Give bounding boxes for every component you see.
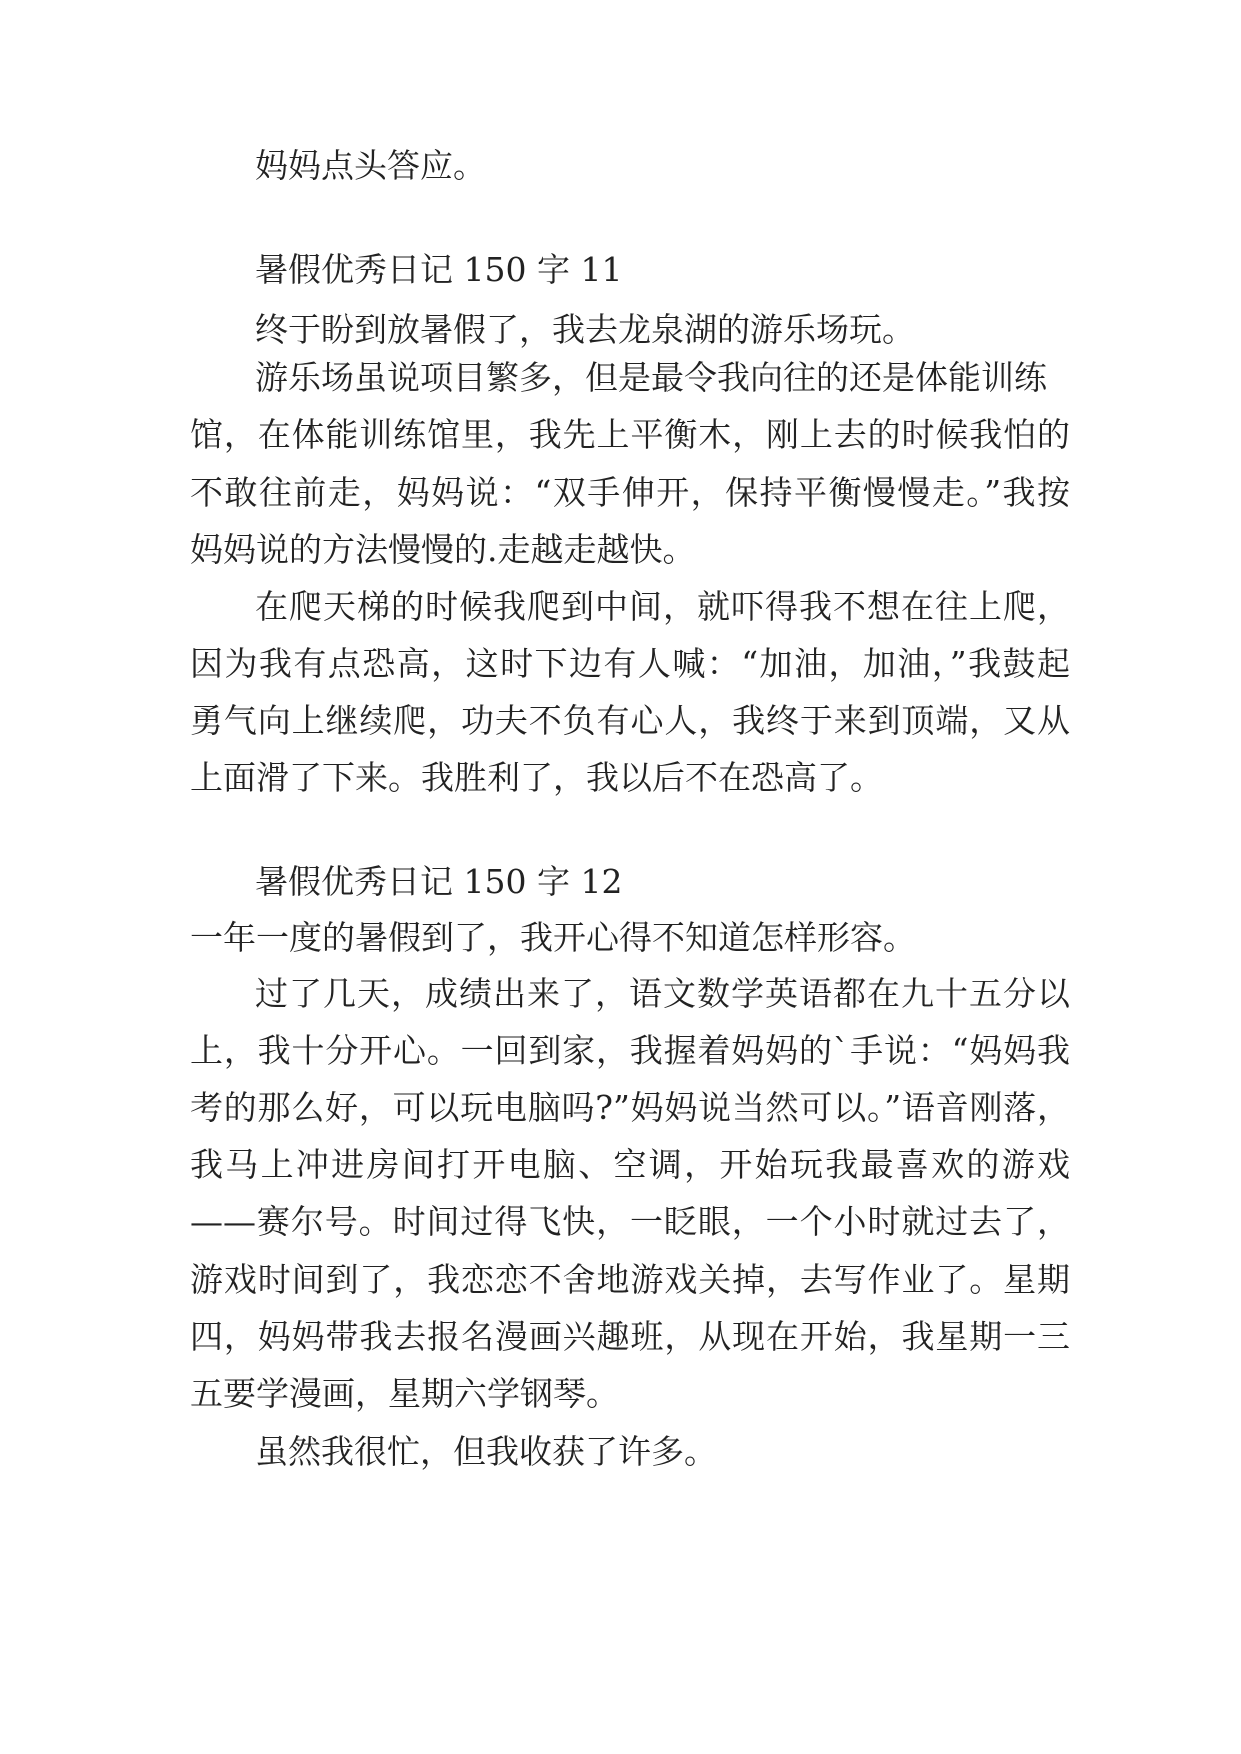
diary-11-paragraph-2-line: 不敢往前走，妈妈说：“双手伸开，保持平衡慢慢走。”我按 <box>190 473 1070 512</box>
diary-11-title: 暑假优秀日记 150 字 11 <box>255 250 623 289</box>
diary-12-paragraph-2-line: 考的那么好，可以玩电脑吗?”妈妈说当然可以。”语音刚落， <box>190 1088 1070 1127</box>
diary-11-paragraph-3-line: 上面滑了下来。我胜利了，我以后不在恐高了。 <box>190 758 883 797</box>
intro-line: 妈妈点头答应。 <box>255 146 486 185</box>
diary-12-paragraph-2-line: 五要学漫画，星期六学钢琴。 <box>190 1374 619 1413</box>
diary-11-paragraph-3-line: 勇气向上继续爬，功夫不负有心人，我终于来到顶端，又从 <box>190 701 1070 740</box>
diary-12-title: 暑假优秀日记 150 字 12 <box>255 862 623 901</box>
diary-12-paragraph-2-line: ——赛尔号。时间过得飞快，一眨眼，一个小时就过去了， <box>190 1202 1070 1241</box>
diary-12-paragraph-2-line: 四，妈妈带我去报名漫画兴趣班，从现在开始，我星期一三 <box>190 1317 1070 1356</box>
diary-12-paragraph-2-line: 上，我十分开心。一回到家，我握着妈妈的`手说：“妈妈我 <box>190 1031 1070 1070</box>
diary-11-paragraph-3-line: 在爬天梯的时候我爬到中间，就吓得我不想在往上爬， <box>255 587 1070 626</box>
diary-12-paragraph-2-line: 游戏时间到了，我恋恋不舍地游戏关掉，去写作业了。星期 <box>190 1260 1070 1299</box>
diary-12-paragraph-1-line: 一年一度的暑假到了，我开心得不知道怎样形容。 <box>190 918 916 957</box>
diary-11-paragraph-3-line: 因为我有点恐高，这时下边有人喊：“加油，加油，”我鼓起 <box>190 644 1070 683</box>
diary-11-paragraph-2-line: 妈妈说的方法慢慢的.走越走越快。 <box>190 530 696 569</box>
diary-12-paragraph-2-line: 过了几天，成绩出来了，语文数学英语都在九十五分以 <box>255 974 1070 1013</box>
diary-11-paragraph-2-line: 馆，在体能训练馆里，我先上平衡木，刚上去的时候我怕的 <box>190 415 1070 454</box>
diary-12-paragraph-3-line: 虽然我很忙，但我收获了许多。 <box>255 1432 717 1471</box>
diary-12-paragraph-2-line: 我马上冲进房间打开电脑、空调，开始玩我最喜欢的游戏 <box>190 1145 1070 1184</box>
diary-11-paragraph-2-line: 游乐场虽说项目繁多，但是最令我向往的还是体能训练 <box>255 358 1047 397</box>
diary-11-paragraph-1-line: 终于盼到放暑假了，我去龙泉湖的游乐场玩。 <box>255 310 915 349</box>
